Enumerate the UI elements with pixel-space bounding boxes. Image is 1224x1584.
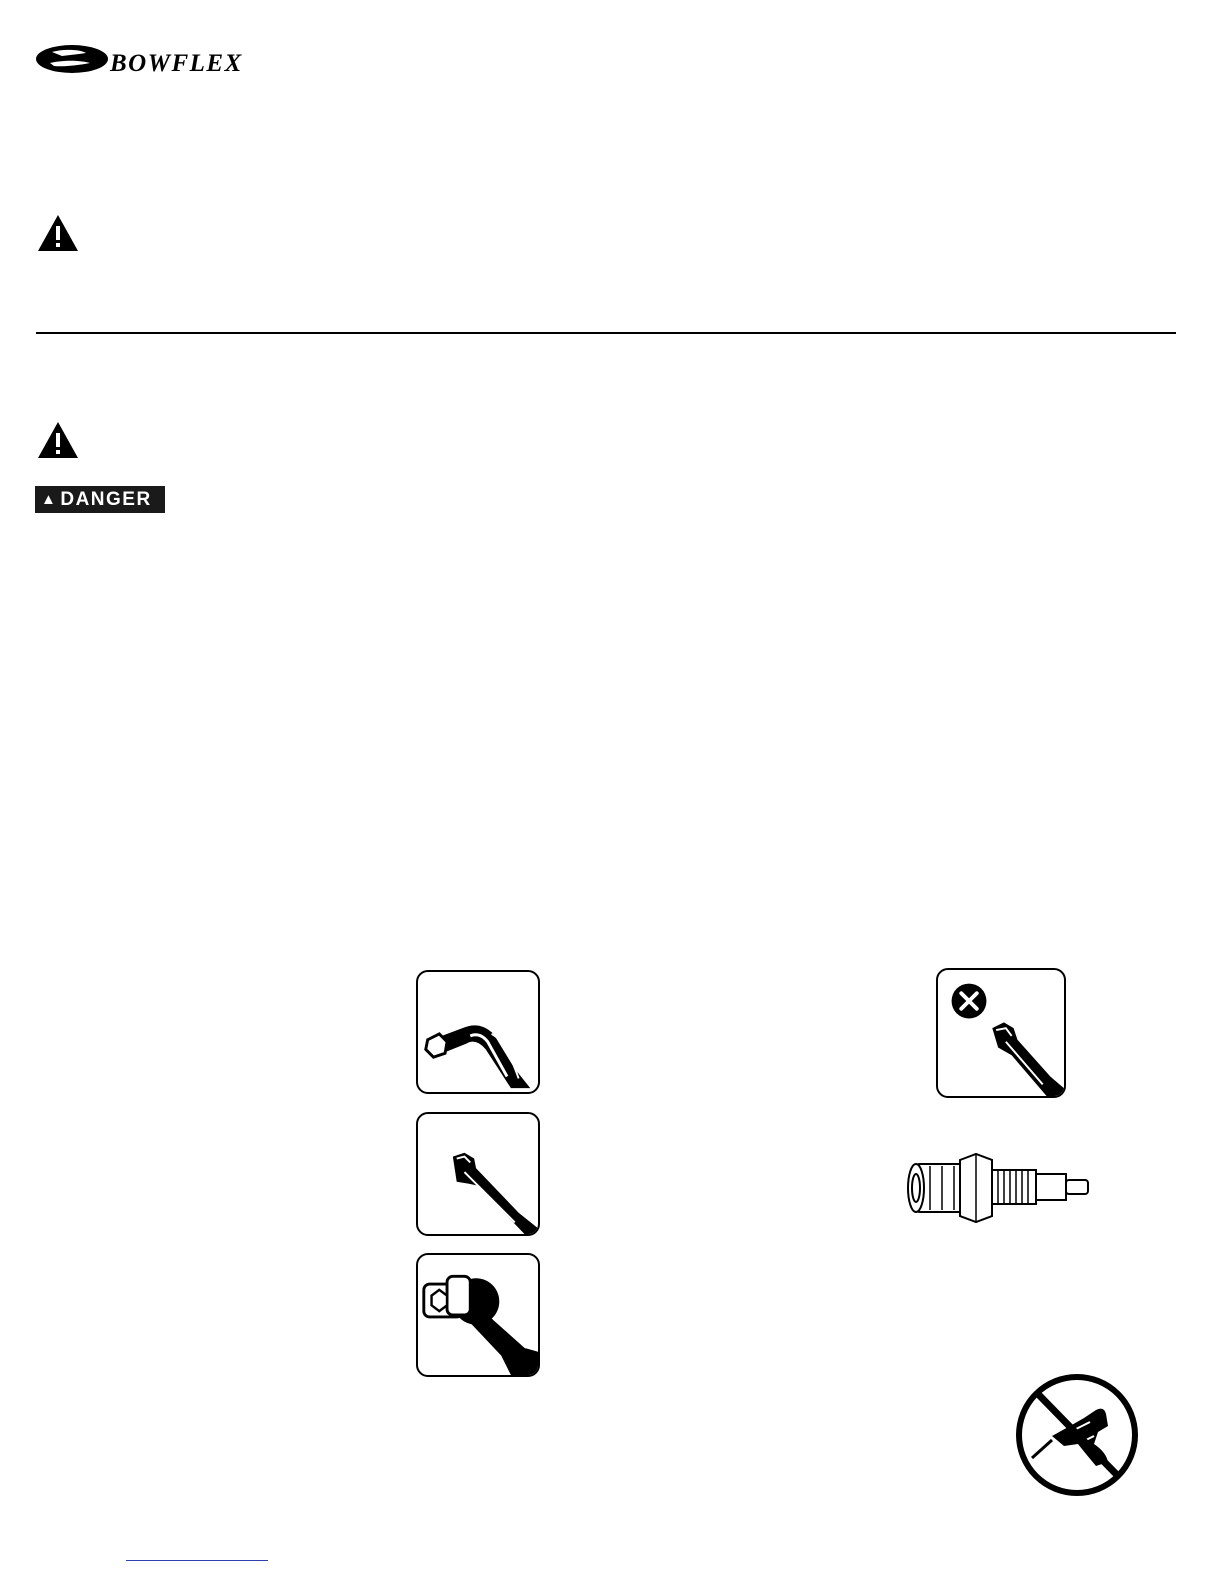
warning-triangle-icon: ▲ xyxy=(41,491,58,508)
warning-triangle-icon xyxy=(36,420,80,460)
flat-screwdriver-icon xyxy=(416,1112,540,1236)
combination-wrench-icon xyxy=(416,1253,540,1377)
danger-badge xyxy=(35,486,165,513)
section-divider xyxy=(36,332,1176,334)
phillips-screwdriver-icon xyxy=(936,968,1066,1098)
brand-logo xyxy=(36,44,296,76)
no-power-drill-icon xyxy=(1012,1370,1142,1500)
brand-wordmark: BOWFLEX xyxy=(110,50,243,76)
danger-label: DANGER xyxy=(60,488,152,510)
footer-link[interactable] xyxy=(126,1550,268,1561)
driver-bit-icon xyxy=(894,1140,1100,1230)
hex-key-icon xyxy=(416,970,540,1094)
warning-triangle-icon xyxy=(36,213,80,253)
